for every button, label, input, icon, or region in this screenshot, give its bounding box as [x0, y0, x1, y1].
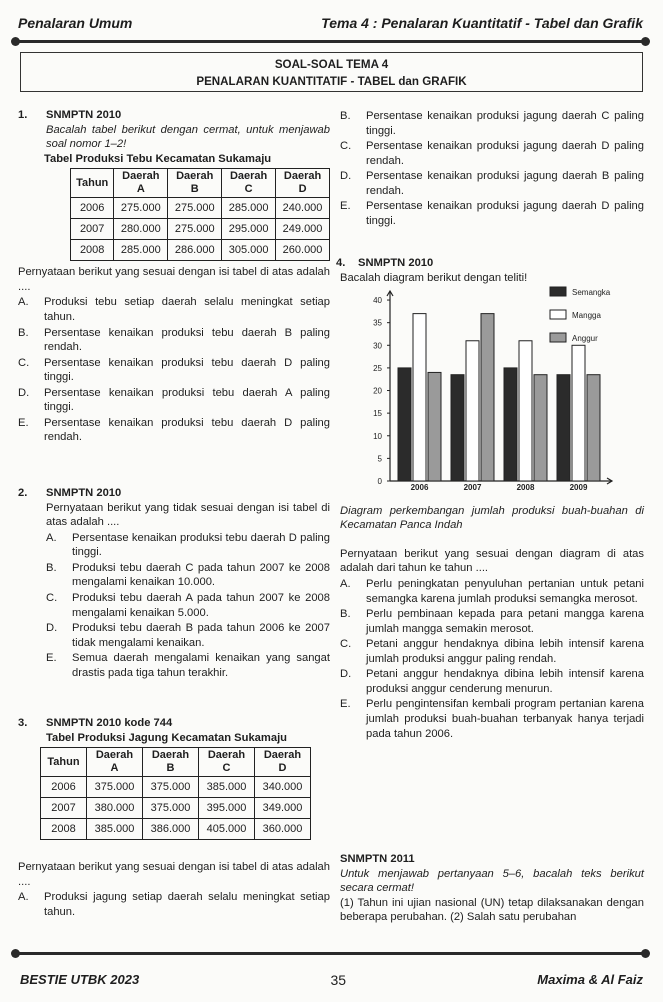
question-1 — [18, 108, 330, 445]
options-list — [340, 577, 644, 741]
option[interactable]: A. Persentase kenaikan produksi tebu daerah D paling tinggi. — [46, 531, 330, 559]
option[interactable]: A. Produksi tebu setiap daerah selalu meningkat setiap tahun. — [18, 296, 330, 323]
header-cell: Daerah A — [87, 748, 143, 777]
y-tick-label: 0 — [377, 477, 382, 487]
option[interactable]: C. Persentase kenaikan produksi jagung daerah D paling rendah. — [340, 140, 644, 167]
bar-mangga — [519, 341, 532, 481]
header-cell: Daerah B — [143, 748, 199, 777]
question-number: 1. — [18, 109, 28, 121]
option[interactable]: E. Semua daerah mengalami kenaikan yang sangat drastis pada tiga tahun terakhir. — [46, 652, 330, 679]
bar-chart-svg — [340, 285, 640, 499]
header-cell: Daerah D — [276, 169, 330, 198]
question-stem: Pernyataan berikut yang sesuai dengan diagram di atas adalah dari tahun ke tahun .... — [340, 547, 644, 575]
question-number: 3. — [18, 717, 28, 729]
question-source: SNMPTN 2011 — [340, 853, 415, 865]
table-row: 2008 285.000 286.000 305.000 260.000 — [71, 240, 330, 261]
x-tick-label: 2009 — [569, 483, 588, 493]
header-cell: Daerah C — [199, 748, 255, 777]
header-cell: Daerah A — [114, 169, 168, 198]
section-title-line2: PENALARAN KUANTITATIF - TABEL dan GRAFIK — [196, 75, 467, 88]
bar-anggur — [587, 375, 600, 481]
y-tick-label: 20 — [373, 386, 382, 396]
question-source: SNMPTN 2010 — [46, 487, 122, 499]
question-3 — [18, 716, 330, 919]
option[interactable]: A. Produksi jagung setiap daerah selalu meningkat setiap tahun. — [18, 891, 330, 918]
corn-table — [40, 747, 311, 840]
header-rule — [14, 40, 647, 43]
options-list — [18, 890, 330, 919]
legend-swatch — [550, 310, 566, 319]
header-subject: Penalaran Umum — [18, 14, 133, 31]
page-footer — [20, 968, 643, 992]
option[interactable]: C. Petani anggur hendaknya dibina lebih intensif karena jumlah produksi anggur paling rendah. — [340, 638, 644, 665]
table-header-row — [71, 169, 330, 198]
footer-rule — [14, 952, 647, 955]
option[interactable]: B. Persentase kenaikan produksi tebu daerah B paling rendah. — [18, 326, 330, 354]
question-stem: Pernyataan berikut yang tidak sesuai dengan isi tabel di atas adalah .... — [46, 501, 330, 529]
legend-label: Anggur — [572, 334, 598, 344]
y-tick-label: 15 — [373, 409, 382, 419]
chart-caption: Diagram perkembangan jumlah produksi buah-buahan di Kecamatan Panca Indah — [340, 504, 644, 532]
option[interactable]: C. Produksi tebu daerah A pada tahun 2007 ke 2008 mengalami kenaikan 5.000. — [46, 591, 330, 619]
sugarcane-table — [70, 168, 330, 261]
question-source: SNMPTN 2010 kode 744 — [46, 717, 173, 729]
question-4 — [336, 256, 644, 741]
header-cell: Daerah C — [222, 169, 276, 198]
table-title: Tabel Produksi Tebu Kecamatan Sukamaju — [44, 152, 272, 165]
bar-anggur — [481, 314, 494, 481]
x-tick-label: 2006 — [410, 483, 429, 493]
bar-semangka — [504, 368, 517, 481]
question-source: SNMPTN 2010 — [46, 109, 122, 121]
table-row: 2007 380.000 375.000 395.000 349.000 — [41, 798, 311, 819]
header-cell: Daerah B — [168, 169, 222, 198]
table-row: 2006 275.000 275.000 285.000 240.000 — [71, 198, 330, 219]
bar-mangga — [413, 314, 426, 481]
y-tick-label: 25 — [373, 364, 382, 374]
question-instruction: Bacalah diagram berikut dengan teliti! — [340, 271, 528, 284]
legend-label: Semangka — [572, 288, 611, 298]
option[interactable]: D. Produksi tebu daerah B pada tahun 2006 ke 2007 tidak mengalami kenaikan. — [46, 622, 330, 649]
option[interactable]: E. Persentase kenaikan produksi jagung daerah D paling tinggi. — [340, 200, 644, 227]
option[interactable]: E. Perlu pengintensifan kembali program pertanian karena jumlah produksi buah-buahan terbanyak hanya terjadi pada tahun 2006. — [340, 698, 644, 740]
bar-semangka — [557, 375, 570, 481]
bar-anggur — [534, 375, 547, 481]
y-tick-label: 10 — [373, 431, 382, 441]
table-header-row — [41, 748, 311, 777]
question-stem: Pernyataan berikut yang sesuai dengan isi tabel di atas adalah .... — [18, 266, 330, 293]
header-cell: Tahun — [41, 748, 87, 777]
x-tick-label: 2008 — [516, 483, 535, 493]
question-instruction: Untuk menjawab pertanyaan 5–6, bacalah teks berikut secara cermat! — [340, 867, 644, 895]
bar-anggur — [428, 373, 441, 482]
option[interactable]: D. Persentase kenaikan produksi tebu daerah A paling tinggi. — [18, 386, 330, 414]
bar-semangka — [451, 375, 464, 481]
question-number: 4. — [336, 257, 346, 269]
option[interactable]: A. Perlu peningkatan penyuluhan pertanian untuk petani semangka karena jumlah produksi semangka merosot. — [340, 577, 644, 605]
bar-mangga — [572, 345, 585, 481]
table-row: 2008 385.000 386.000 405.000 360.000 — [41, 819, 311, 840]
legend-swatch — [550, 333, 566, 342]
bar-semangka — [398, 368, 411, 481]
section-title-line1: SOAL-SOAL TEMA 4 — [274, 58, 389, 71]
question-stem: Pernyataan berikut yang sesuai dengan isi tabel di atas adalah .... — [18, 861, 330, 888]
option[interactable]: B. Produksi tebu daerah C pada tahun 2007 ke 2008 mengalami kenaikan 10.000. — [46, 561, 330, 589]
y-tick-label: 35 — [373, 318, 382, 328]
section-title-box — [20, 52, 643, 92]
option[interactable]: D. Petani anggur hendaknya dibina lebih intensif karena produksi anggur cenderung menurun. — [340, 668, 644, 695]
options-list — [18, 295, 330, 445]
bar-mangga — [466, 341, 479, 481]
option[interactable]: B. Perlu pembinaan kepada para petani mangga karena jumlah mangga semakin merosot. — [340, 608, 644, 635]
header-cell: Daerah D — [255, 748, 311, 777]
legend-swatch — [550, 287, 566, 296]
y-tick-label: 5 — [377, 454, 382, 464]
legend-label: Mangga — [572, 311, 601, 321]
question-5-intro — [340, 852, 644, 925]
option[interactable]: C. Persentase kenaikan produksi tebu daerah D paling tinggi. — [18, 356, 330, 384]
question-3-continued — [340, 108, 644, 229]
page-number: 35 — [330, 971, 347, 988]
table-title: Tabel Produksi Jagung Kecamatan Sukamaju — [46, 731, 288, 744]
footer-publisher: Maxima & Al Faiz — [537, 971, 643, 987]
footer-book-title: BESTIE UTBK 2023 — [20, 971, 140, 987]
fruit-chart — [340, 285, 640, 504]
header-cell: Tahun — [71, 169, 114, 198]
question-source: SNMPTN 2010 — [358, 257, 434, 269]
question-2 — [18, 486, 330, 680]
table-row: 2007 280.000 275.000 295.000 249.000 — [71, 219, 330, 240]
question-instruction: Bacalah tabel berikut dengan cermat, untuk menjawab soal nomor 1–2! — [46, 123, 330, 151]
table-row: 2006 375.000 375.000 385.000 340.000 — [41, 777, 311, 798]
x-tick-label: 2007 — [463, 483, 482, 493]
options-list — [46, 531, 330, 681]
option[interactable]: D. Persentase kenaikan produksi jagung daerah B paling rendah. — [340, 170, 644, 197]
header-theme: Tema 4 : Penalaran Kuantitatif - Tabel dan Grafik — [321, 14, 643, 31]
option[interactable]: E. Persentase kenaikan produksi tebu daerah D paling rendah. — [18, 416, 330, 444]
y-tick-label: 40 — [373, 296, 382, 306]
page-header — [18, 10, 643, 36]
question-number: 2. — [18, 487, 28, 499]
y-tick-label: 30 — [373, 341, 382, 351]
option[interactable]: B. Persentase kenaikan produksi jagung daerah C paling tinggi. — [340, 110, 644, 137]
passage-text: (1) Tahun ini ujian nasional (UN) tetap dilaksanakan dengan beberapa perubahan. (2) Salah satu perubahan — [340, 896, 644, 924]
